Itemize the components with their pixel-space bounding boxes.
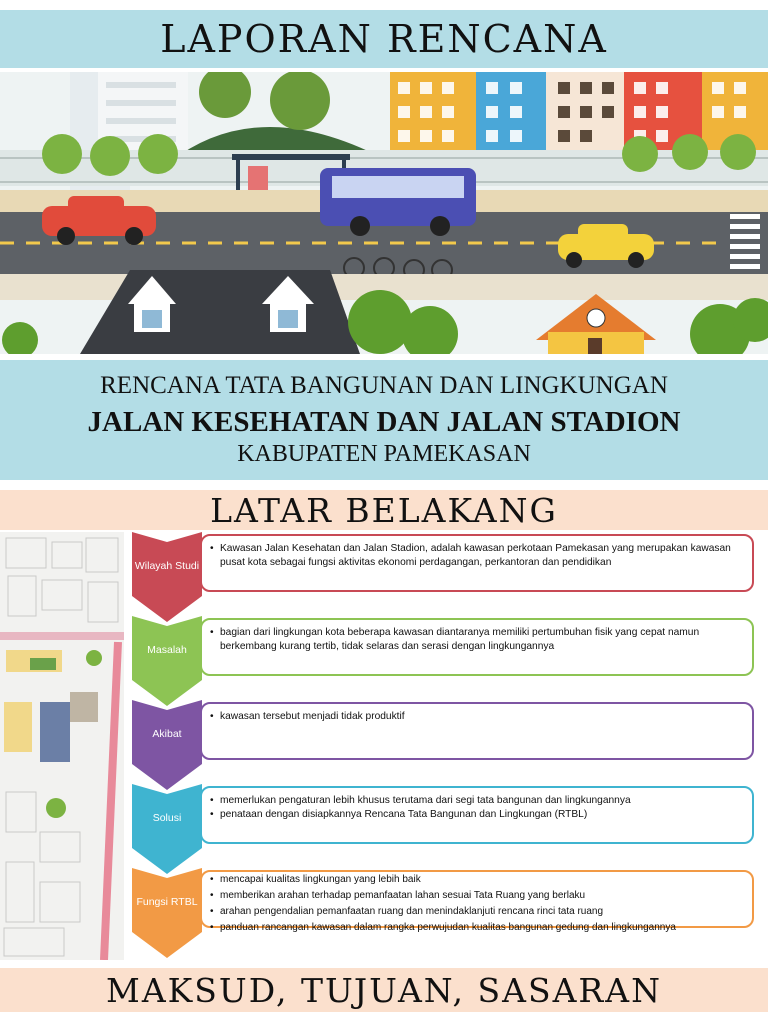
bullet-item: • Kawasan Jalan Kesehatan dan Jalan Stadion, adalah kawasan perkotaan Pamekasan yang merupakan kawasan pusat kota sebagai fungsi aktivitas ekonomi perdagangan, perkantoran dan pendidikan	[210, 542, 744, 570]
bullet-item: • penataan dengan disiapkannya Rencana Tata Bangunan dan Lingkungan (RTBL)	[210, 808, 744, 822]
bullet-item: • kawasan tersebut menjadi tidak produktif	[210, 710, 744, 724]
row-label: Fungsi RTBL	[136, 896, 198, 908]
section-heading-band	[0, 968, 768, 1012]
report-title-band	[0, 10, 768, 68]
chevron-arrow-shape	[132, 868, 202, 958]
row-label: Akibat	[152, 728, 182, 740]
subtitle-line-plan: RENCANA TATA BANGUNAN DAN LINGKUNGAN	[100, 372, 668, 399]
site-map-image	[0, 532, 124, 960]
report-title: LAPORAN RENCANA	[160, 17, 608, 61]
row-content-box	[200, 618, 754, 676]
bullet-list	[210, 542, 744, 570]
row-label: Wilayah Studi	[134, 560, 200, 572]
chevron-arrow-shape	[132, 532, 202, 622]
bullet-list	[210, 626, 744, 654]
bullet-list	[210, 794, 744, 822]
row-label: Masalah	[147, 644, 187, 656]
bullet-item: • panduan rancangan kawasan dalam rangka perwujudan kualitas bangunan gedung dan lingkungannya	[210, 920, 744, 936]
row-label: Solusi	[152, 812, 182, 824]
section-heading-latar-belakang: LATAR BELAKANG	[210, 490, 558, 530]
chevron-arrow-shape	[132, 784, 202, 874]
chevron-arrow-shape	[132, 700, 202, 790]
section-heading-maksud: MAKSUD, TUJUAN, SASARAN	[106, 970, 662, 1010]
chevron-arrow-shape	[132, 616, 202, 706]
subtitle-line-regency: KABUPATEN PAMEKASAN	[237, 441, 531, 467]
subtitle-band	[0, 360, 768, 480]
background-row	[132, 700, 762, 790]
bullet-item: • memerlukan pengaturan lebih khusus terutama dari segi tata bangunan dan lingkungannya	[210, 794, 744, 808]
bullet-item: • arahan pengendalian pemanfaatan ruang dan menindaklanjuti rencana rinci tata ruang	[210, 904, 744, 920]
bullet-item: • mencapai kualitas lingkungan yang lebih baik	[210, 872, 744, 888]
bullet-list	[210, 872, 744, 936]
bullet-list	[210, 710, 744, 724]
row-content-box	[200, 702, 754, 760]
subtitle-line-location: JALAN KESEHATAN DAN JALAN STADION	[87, 406, 681, 438]
row-content-box	[200, 534, 754, 592]
background-row	[132, 784, 762, 874]
background-row	[132, 868, 762, 958]
background-row	[132, 616, 762, 706]
section-heading-band	[0, 490, 768, 530]
city-street-illustration	[0, 72, 768, 354]
row-content-box	[200, 786, 754, 844]
background-row	[132, 532, 762, 622]
bullet-item: • memberikan arahan terhadap pemanfaatan lahan sesuai Tata Ruang yang berlaku	[210, 888, 744, 904]
row-content-box	[200, 870, 754, 933]
bullet-item: • bagian dari lingkungan kota beberapa kawasan diantaranya memiliki pertumbuhan fisik yang cepat namun berkembang kurang tertib, tidak selaras dan serasi dengan lingkungannya	[210, 626, 744, 654]
